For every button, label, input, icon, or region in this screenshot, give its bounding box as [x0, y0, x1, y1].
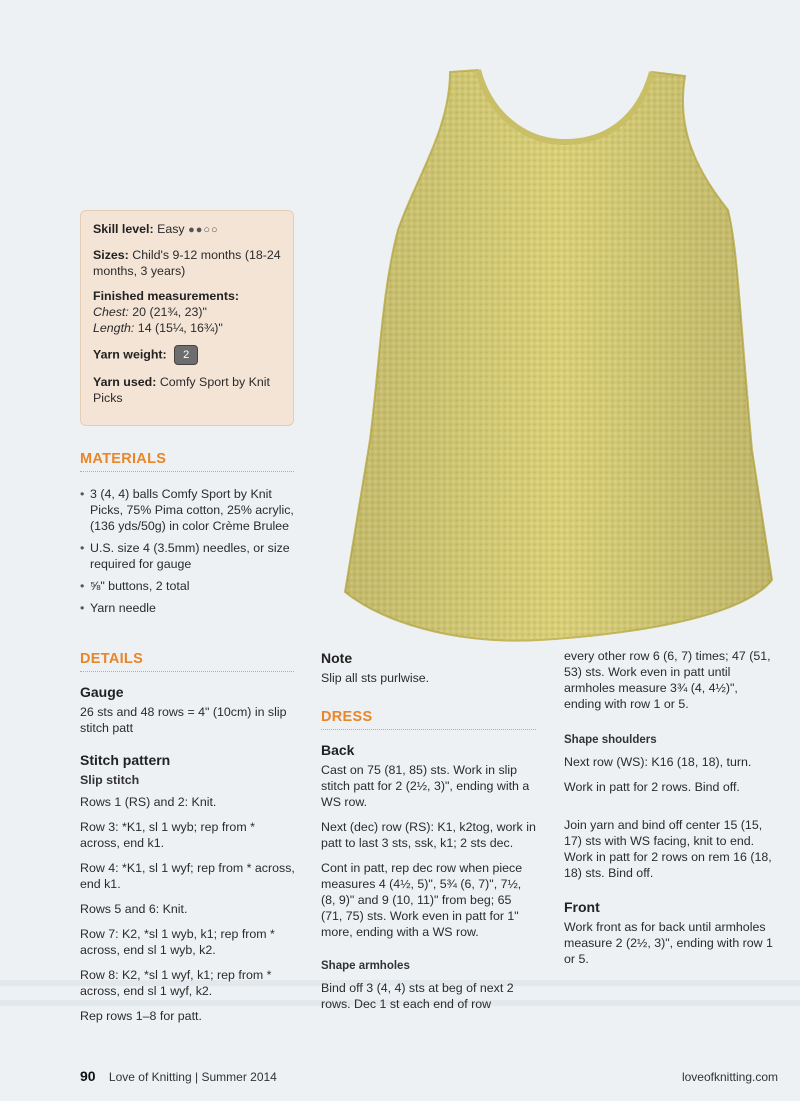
- website-link[interactable]: loveofknitting.com: [681, 1070, 778, 1084]
- list-item: • ⅝" buttons, 2 total: [80, 578, 298, 594]
- list-item: • U.S. size 4 (3.5mm) needles, or size required for gauge: [80, 540, 298, 572]
- shape-armholes-heading: Shape armholes: [321, 960, 410, 972]
- issue-date: Summer 2014: [201, 1070, 277, 1084]
- shape-shoulders-heading: Shape shoulders: [564, 734, 657, 746]
- list-item: • 3 (4, 4) balls Comfy Sport by Knit Picks, 75% Pima cotton, 25% acrylic, (136 yds/50g) in color Crème Brulee: [80, 486, 298, 534]
- sizes-label: Sizes:: [93, 248, 129, 262]
- length-value: 14 (15¼, 16¾)": [137, 321, 223, 335]
- yarn-weight-icon: 2: [174, 345, 198, 365]
- skill-level-label: Skill level:: [93, 222, 154, 236]
- back-heading: Back: [321, 742, 355, 758]
- gauge-heading: Gauge: [80, 684, 124, 700]
- back-paragraph: Next (dec) row (RS): K1, k2tog, work in patt to last 3 sts, ssk, k1; 2 sts dec.: [321, 820, 536, 850]
- page-number: 90: [80, 1068, 96, 1084]
- pattern-row: Row 4: *K1, sl 1 wyf; rep from * across, end k1.: [80, 861, 295, 891]
- back-paragraph: Cont in patt, rep dec row when piece measures 4 (4½, 5)", 5¾ (6, 7)", 7½, (8, 9)" and 9 (10, 11)" from beg; 65 (71, 75) sts. Work even in patt for 1" more, ending with a WS row.: [321, 861, 523, 939]
- slip-stitch-heading: Slip stitch: [80, 773, 140, 787]
- back-paragraph: Cast on 75 (81, 85) sts. Work in slip stitch patt for 2 (2½, 3)", ending with a WS row.: [321, 763, 530, 809]
- skill-level: [93, 221, 281, 238]
- armholes-text: Bind off 3 (4, 4) sts at beg of next 2 rows. Dec 1 st each end of row: [321, 981, 514, 1011]
- pattern-row: Row 3: *K1, sl 1 wyb; rep from * across, end k1.: [80, 820, 255, 850]
- dress-heading: DRESS: [321, 709, 373, 725]
- details-column: [80, 684, 298, 1033]
- front-heading: Front: [564, 899, 600, 915]
- materials-list-column: [80, 486, 298, 622]
- armholes-continued: every other row 6 (6, 7) times; 47 (51, 53) sts. Work even in patt until armholes measure 3¾ (4, 4½)", ending with row 1 or 5.: [564, 649, 771, 711]
- chest-value: 20 (21¾, 23)": [132, 305, 207, 319]
- chest-label: Chest:: [93, 305, 129, 319]
- details-rule: [80, 671, 294, 672]
- skill-dots-icon: ●●○○: [188, 224, 219, 236]
- yarn-used-label: Yarn used:: [93, 375, 157, 389]
- yarn-used-value: Comfy Sport by Knit Picks: [93, 375, 270, 405]
- skill-level-value: Easy: [157, 222, 185, 236]
- materials-rule: [80, 471, 294, 472]
- shoulders-paragraph: Join yarn and bind off center 15 (15, 17) sts with WS facing, knit to end. Work in patt for 2 rows on rem 16 (18, 18) sts. Bind off.: [564, 818, 772, 880]
- pattern-row: Row 8: K2, *sl 1 wyf, k1; rep from * across, end sl 1 wyf, k2.: [80, 968, 272, 998]
- pattern-row: Rows 5 and 6: Knit.: [80, 902, 188, 916]
- front-text: Work front as for back until armholes measure 2 (2½, 3)", ending with row 1 or 5.: [564, 920, 773, 966]
- materials-list: [80, 486, 298, 616]
- dress-rule: [321, 729, 536, 730]
- yarn-weight-label: Yarn weight:: [93, 347, 167, 362]
- dress-back-column: [321, 742, 536, 1021]
- details-heading: DETAILS: [80, 651, 144, 667]
- length-label: Length:: [93, 321, 135, 335]
- pattern-row: Rows 1 (RS) and 2: Knit.: [80, 795, 217, 809]
- sizes-value: Child's 9-12 months (18-24 months, 3 years): [93, 248, 281, 278]
- pattern-row: Row 7: K2, *sl 1 wyb, k1; rep from * across, end sl 1 wyb, k2.: [80, 927, 275, 957]
- dress-photo: [320, 60, 780, 660]
- magazine-name: Love of Knitting: [108, 1070, 192, 1084]
- finished-measurements: [93, 288, 281, 336]
- footer-separator: |: [195, 1070, 199, 1084]
- finished-label: Finished measurements:: [93, 289, 239, 303]
- yarn-weight: [93, 345, 281, 365]
- pattern-info-box: [80, 210, 294, 426]
- note-text: Slip all sts purlwise.: [321, 671, 430, 685]
- gauge-text: 26 sts and 48 rows = 4" (10cm) in slip stitch patt: [80, 705, 287, 735]
- materials-heading: MATERIALS: [80, 451, 167, 467]
- dress-right-column: [564, 648, 776, 976]
- note-block: [321, 650, 536, 695]
- shoulders-paragraph: Work in patt for 2 rows. Bind off.: [564, 780, 740, 794]
- note-heading: Note: [321, 650, 353, 666]
- pattern-row: Rep rows 1–8 for patt.: [80, 1009, 202, 1023]
- yarn-used: [93, 374, 281, 406]
- stitch-pattern-heading: Stitch pattern: [80, 752, 171, 768]
- page-footer: [80, 1068, 778, 1084]
- list-item: • Yarn needle: [80, 600, 298, 616]
- shoulders-paragraph: Next row (WS): K16 (18, 18), turn.: [564, 755, 752, 769]
- sizes: [93, 247, 281, 279]
